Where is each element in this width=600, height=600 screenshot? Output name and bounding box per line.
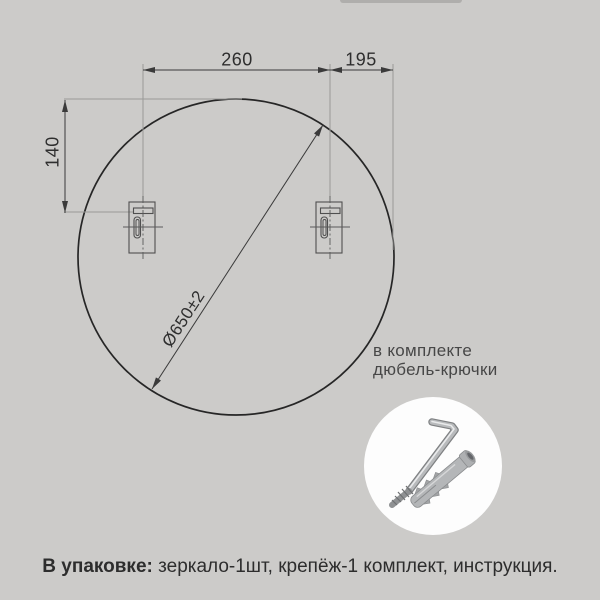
package-contents-label: В упаковке: — [42, 556, 153, 577]
hanger-plate-right — [310, 196, 350, 261]
dim-label-195: 195 — [345, 49, 377, 70]
diameter-label: Ø650±2 — [158, 286, 209, 351]
hardware-inset-circle — [364, 397, 502, 535]
included-note — [373, 341, 498, 379]
included-note-line2: дюбель-крючки — [373, 360, 498, 379]
package-contents-items: зеркало-1шт, крепёж-1 комплект, инструкция. — [152, 556, 558, 577]
included-note-line1: в комплекте — [373, 341, 473, 360]
mirror-outline — [78, 99, 394, 415]
package-contents-text — [0, 556, 600, 578]
dim-label-260: 260 — [221, 49, 253, 70]
diameter-line — [152, 125, 323, 389]
dimension-lines — [65, 70, 393, 389]
dim-label-140: 140 — [42, 136, 63, 168]
hanger-plate-left — [123, 196, 163, 261]
